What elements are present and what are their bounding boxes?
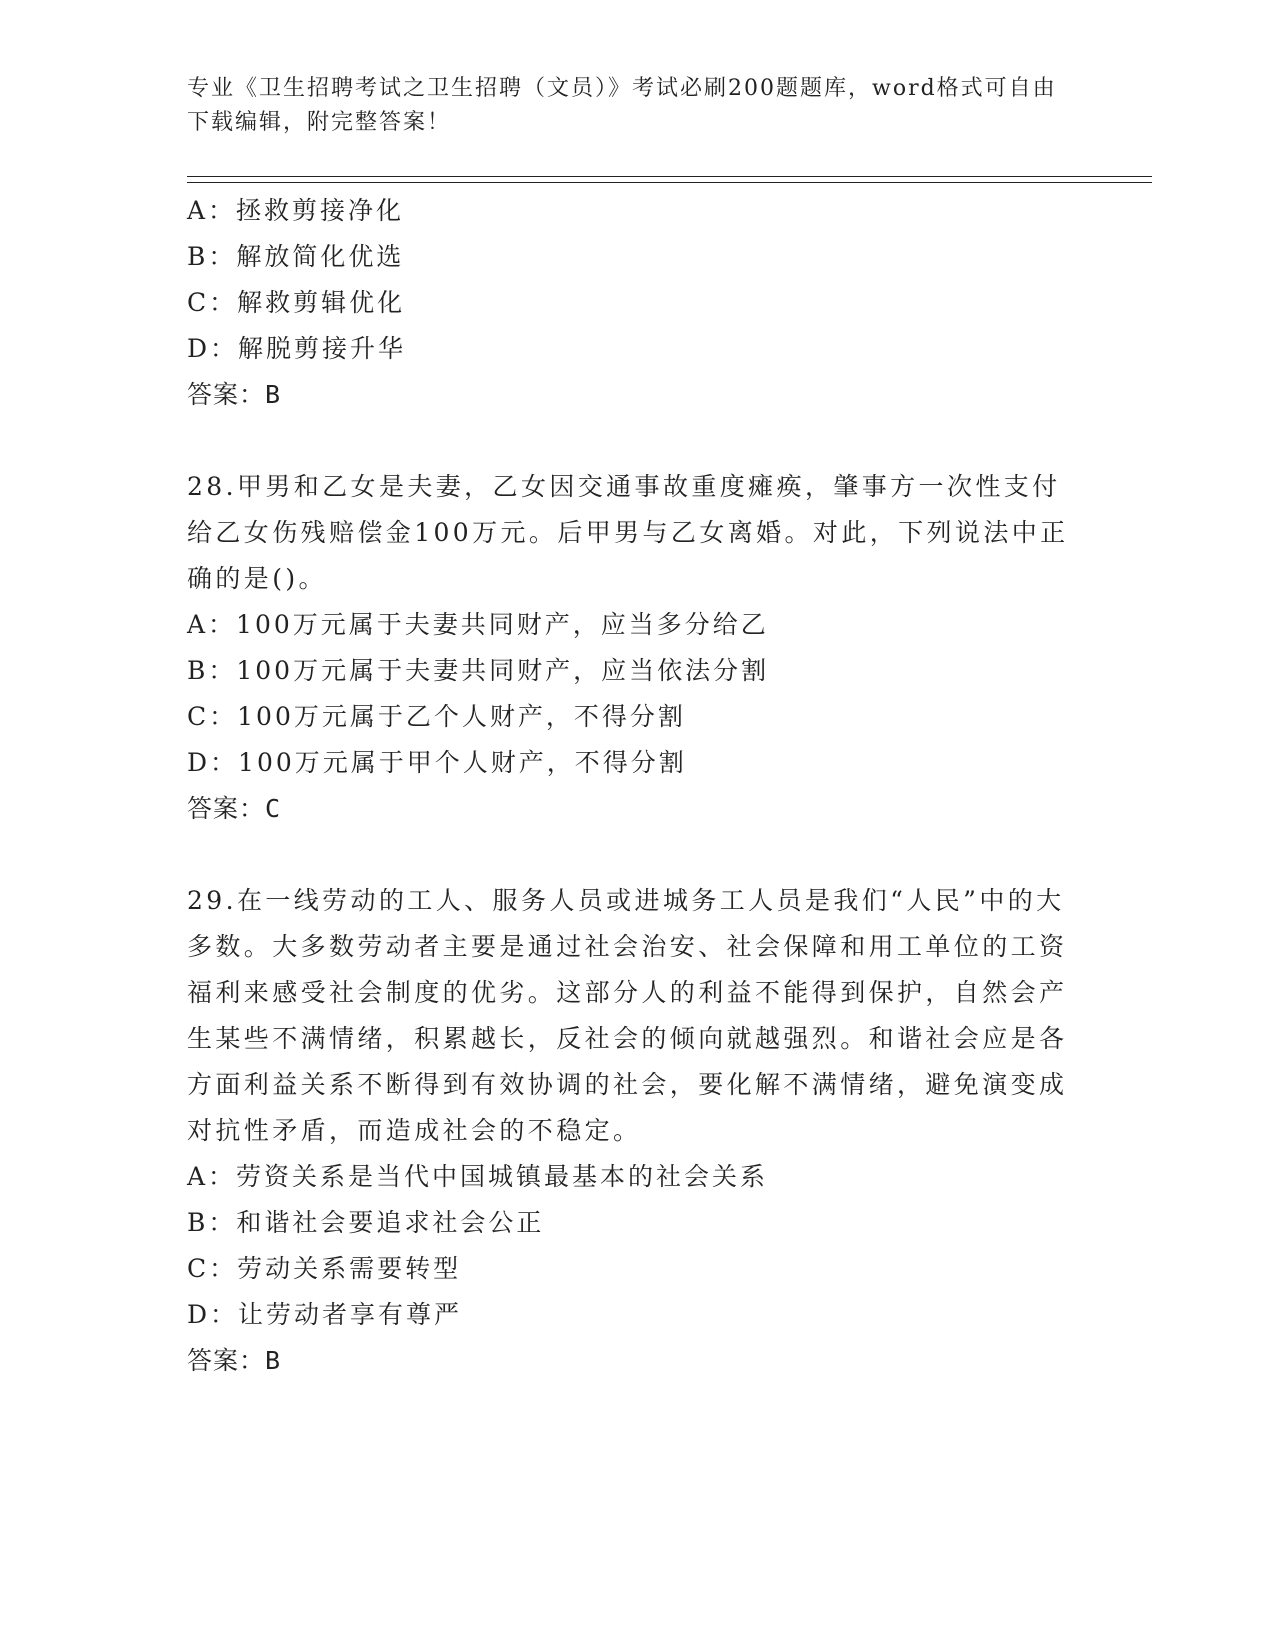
answer-line: 答案：B bbox=[187, 1346, 282, 1375]
option-c: C：劳动关系需要转型 bbox=[187, 1254, 462, 1283]
option-a: A：拯救剪接净化 bbox=[187, 196, 405, 225]
option-b: B：解放简化优选 bbox=[187, 242, 405, 271]
option-a: A：100万元属于夫妻共同财产，应当多分给乙 bbox=[187, 610, 769, 639]
option-d: D：100万元属于甲个人财产，不得分割 bbox=[187, 748, 687, 777]
question-stem: 28.甲男和乙女是夫妻，乙女因交通事故重度瘫痪，肇事方一次性支付给乙女伤残赔偿金100万元。后甲男与乙女离婚。对此，下列说法中正确的是()。 bbox=[187, 472, 1069, 593]
question-29 bbox=[187, 878, 1087, 1384]
question-28 bbox=[187, 464, 1087, 832]
answer-line: 答案：B bbox=[187, 380, 282, 409]
option-a: A：劳资关系是当代中国城镇最基本的社会关系 bbox=[187, 1162, 769, 1191]
option-d: D：让劳动者享有尊严 bbox=[187, 1300, 463, 1329]
header-divider-bottom bbox=[187, 182, 1152, 183]
document-header: 专业《卫生招聘考试之卫生招聘（文员）》考试必刷200题题库，word格式可自由下载编辑，附完整答案！ bbox=[187, 76, 1057, 135]
option-b: B：和谐社会要追求社会公正 bbox=[187, 1208, 545, 1237]
question-stem: 29.在一线劳动的工人、服务人员或进城务工人员是我们“人民”中的大多数。大多数劳动者主要是通过社会治安、社会保障和用工单位的工资福利来感受社会制度的优劣。这部分人的利益不能得到保护，自然会产生某些不满情绪，积累越长，反社会的倾向就越强烈。和谐社会应是各方面利益关系不断得到有效协调的社会，要化解不满情绪，避免演变成对抗性矛盾，而造成社会的不稳定。 bbox=[187, 886, 1068, 1145]
option-d: D：解脱剪接升华 bbox=[187, 334, 407, 363]
question-content bbox=[187, 188, 1087, 1384]
option-c: C：100万元属于乙个人财产，不得分割 bbox=[187, 702, 686, 731]
header-divider-top bbox=[187, 176, 1152, 177]
option-b: B：100万元属于夫妻共同财产，应当依法分割 bbox=[187, 656, 770, 685]
answer-line: 答案：C bbox=[187, 794, 282, 823]
option-c: C：解救剪辑优化 bbox=[187, 288, 406, 317]
previous-question-block bbox=[187, 188, 1087, 418]
